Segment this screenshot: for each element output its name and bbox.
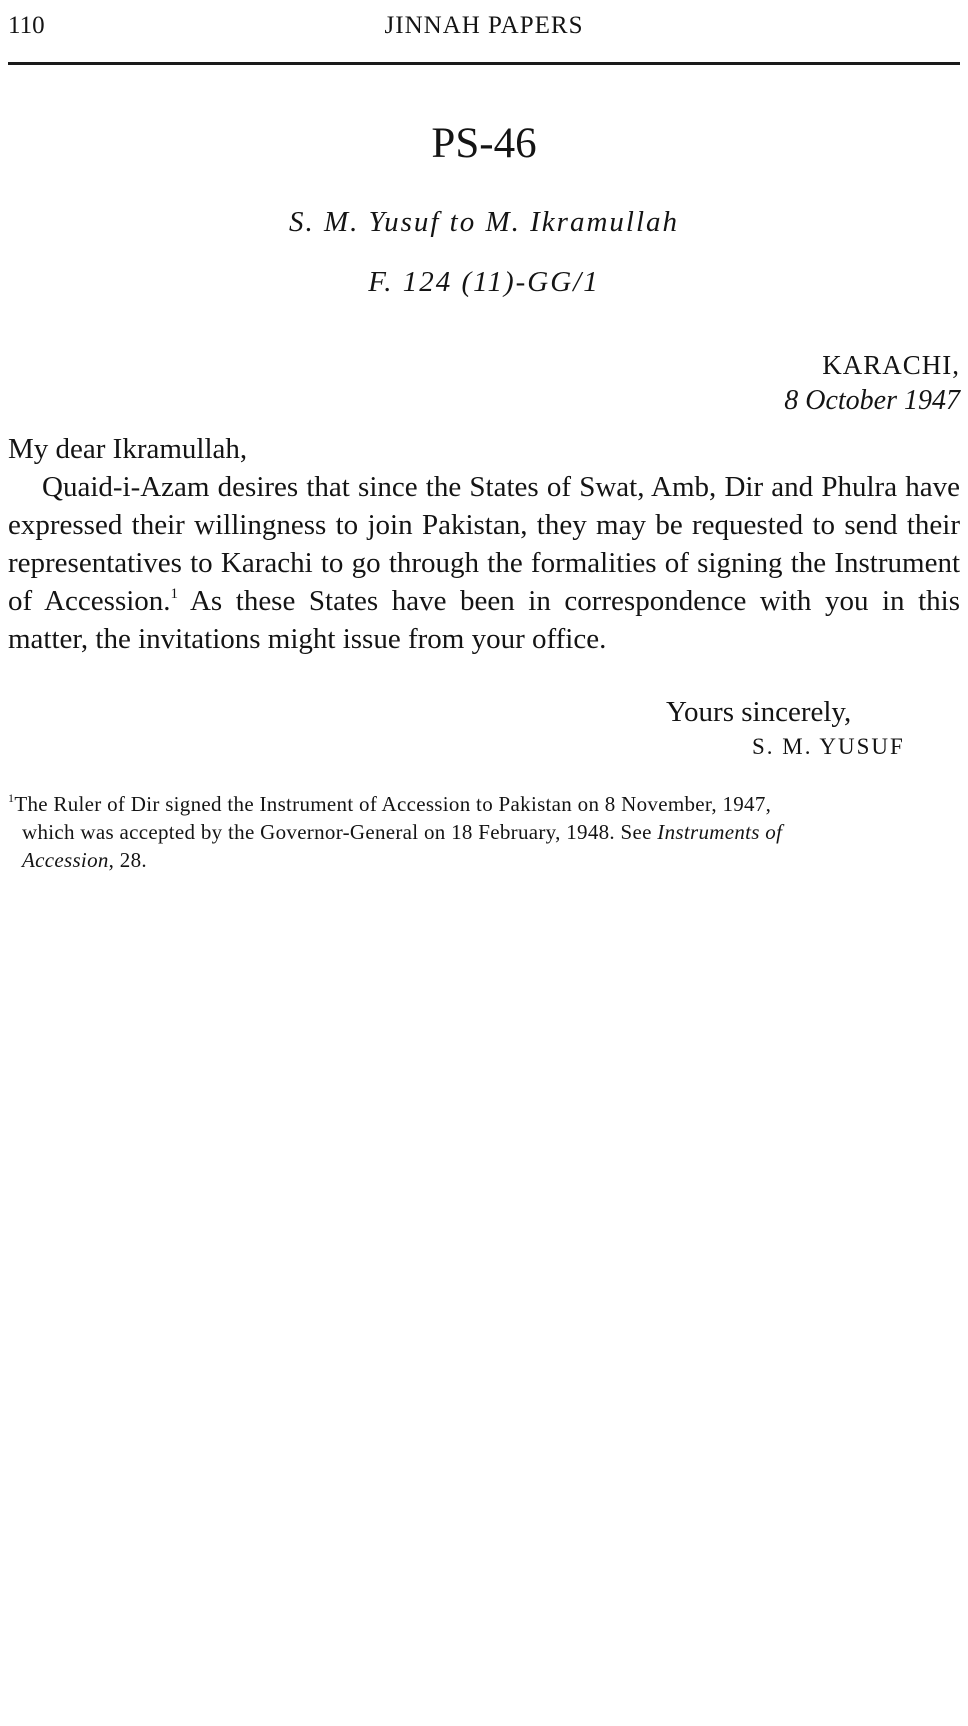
page bbox=[8, 0, 960, 1726]
page-number: 110 bbox=[8, 12, 45, 39]
letter-body-part-1: Quaid-i-Azam desires that since the States of Swat, Amb, Dir and Phulra have expressed their willingness to join Pakistan, they may be requested to send their representatives to Karachi to go through the formalities of signing the Instrument of Accession. bbox=[8, 471, 960, 617]
letter-place: KARACHI, bbox=[822, 350, 960, 380]
footnote-marker: 1 bbox=[8, 791, 15, 805]
letter-date: 8 October 1947 bbox=[784, 385, 960, 416]
letter-closing: Yours sincerely, bbox=[666, 696, 852, 728]
footnote-line-1 bbox=[8, 790, 960, 818]
header-rule bbox=[8, 62, 960, 65]
footnote-citation-page: , 28. bbox=[108, 848, 147, 872]
footnote-line-2 bbox=[8, 818, 960, 846]
document-subtitle: S. M. Yusuf to M. Ikramullah bbox=[288, 206, 680, 238]
document-reference: F. 124 (11)-GG/1 bbox=[368, 266, 600, 298]
document-number: PS-46 bbox=[431, 120, 537, 167]
footnote-citation-title-part-2: Accession bbox=[22, 848, 109, 872]
footnote-reference: 1 bbox=[170, 586, 179, 602]
footnote-line-3 bbox=[8, 846, 960, 874]
footnote bbox=[8, 790, 960, 874]
footnote-text-2: which was accepted by the Governor-General on 18 February, 1948. See bbox=[22, 820, 658, 844]
letter-body bbox=[8, 468, 960, 658]
footnote-text-1: The Ruler of Dir signed the Instrument of Accession to Pakistan on 8 November, 1947, bbox=[14, 792, 772, 816]
letter-signature: S. M. YUSUF bbox=[752, 734, 905, 759]
letter-salutation: My dear Ikramullah, bbox=[8, 433, 248, 465]
running-head bbox=[8, 8, 960, 48]
footnote-citation-title-part-1: Instruments of bbox=[657, 820, 783, 844]
letter-body-part-2: As these States have been in correspondence with you in this matter, the invitations might issue from your office. bbox=[8, 585, 960, 655]
running-title: JINNAH PAPERS bbox=[384, 12, 584, 39]
